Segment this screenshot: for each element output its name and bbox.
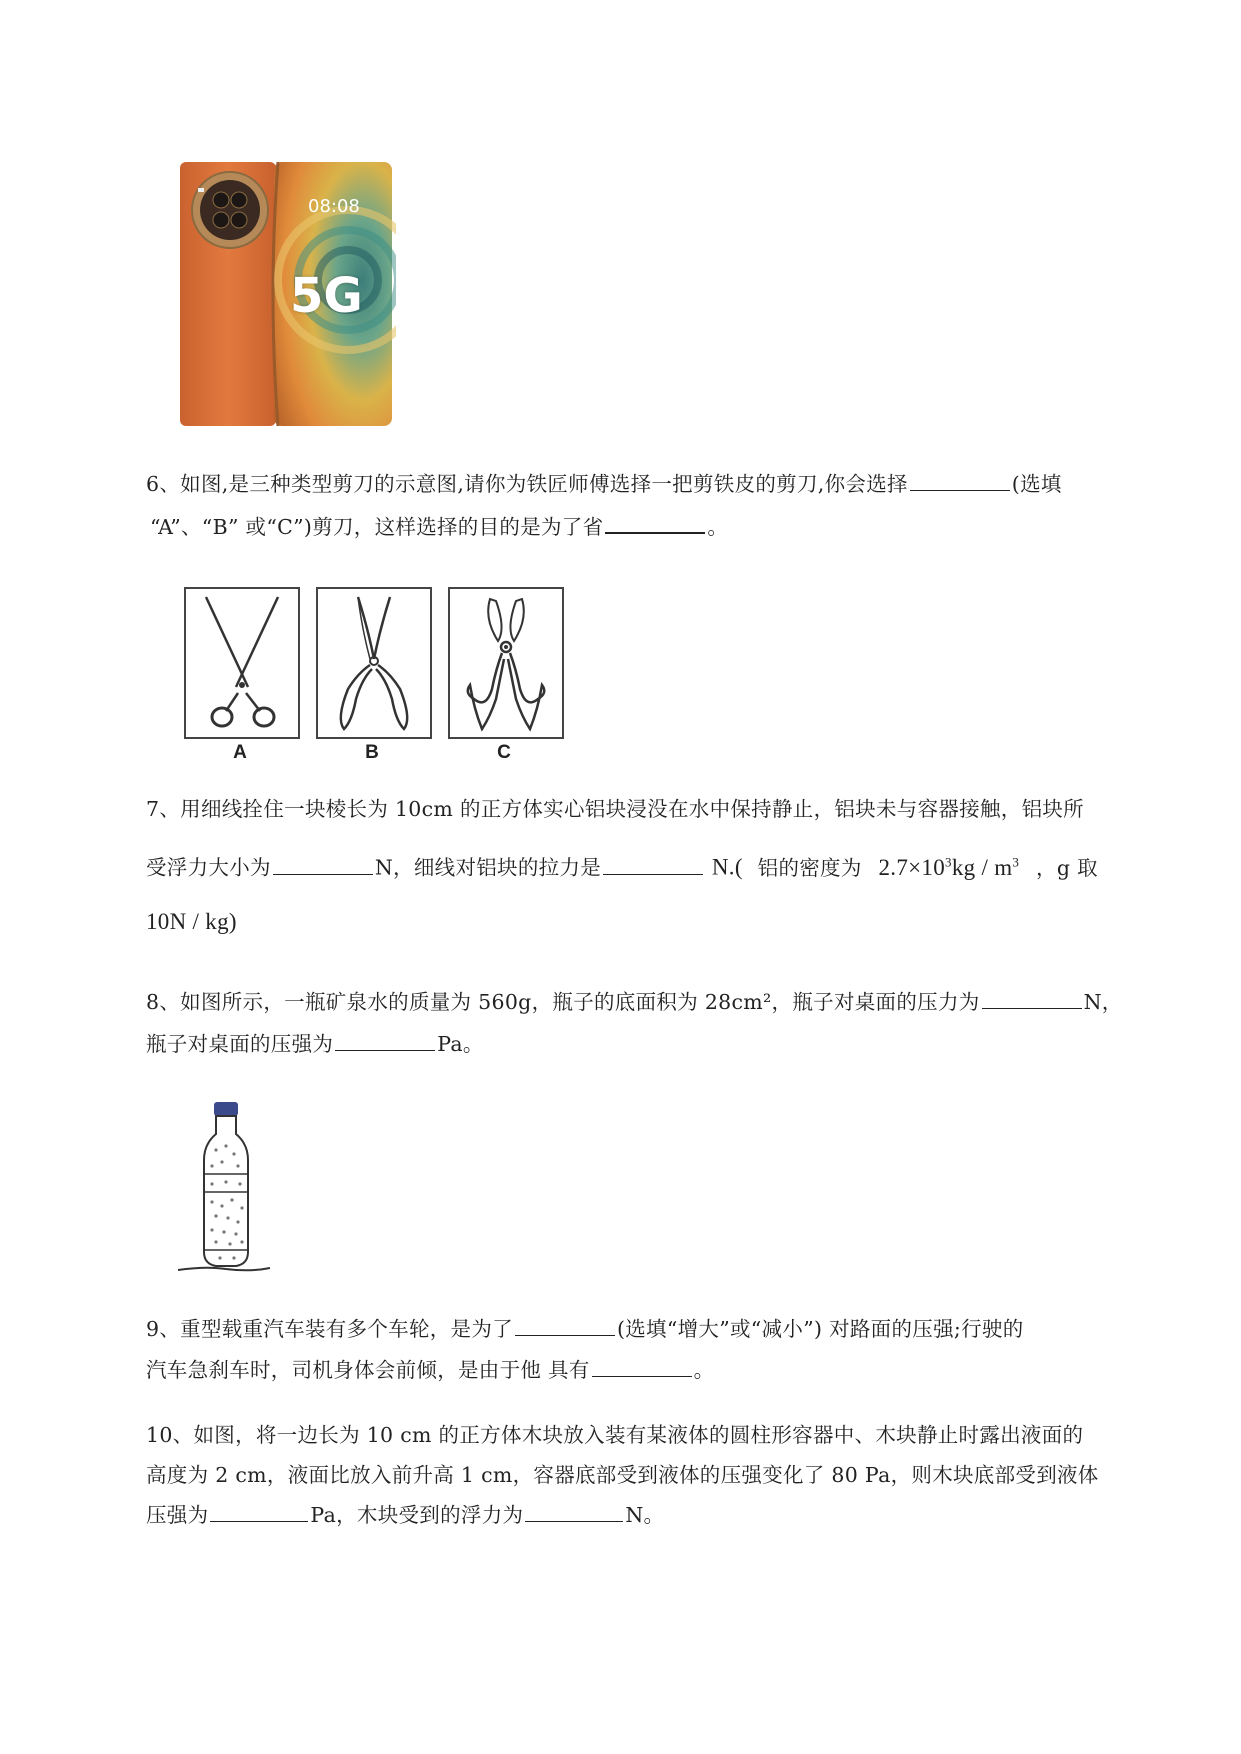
q9-text1: 9、重型载重汽车装有多个车轮，是为了 <box>146 1317 513 1341</box>
q8-line2 <box>146 1030 484 1058</box>
scissors-b-icon <box>318 589 430 737</box>
q8-answer-blank-1[interactable] <box>982 988 1082 1009</box>
q8-line1 <box>146 988 1123 1016</box>
q7-density-value: 2.7×10 <box>878 854 945 880</box>
q6-answer-blank-1[interactable] <box>910 470 1010 491</box>
q7-text2c: N.( <box>711 854 743 880</box>
q10-text3: 压强为 <box>146 1503 209 1527</box>
q6-line2 <box>150 512 728 541</box>
q7-line1 <box>146 795 1084 823</box>
scissors-a-icon <box>186 589 298 737</box>
q10-answer-blank-1[interactable] <box>210 1501 308 1522</box>
phone-clock: 08:08 <box>308 196 360 217</box>
q7-density-unit: kg / m <box>951 854 1013 880</box>
q8-text2: 瓶子对桌面的压强为 <box>146 1032 334 1056</box>
scissors-a-label: A <box>233 742 247 763</box>
q8-text1: 8、如图所示，一瓶矿泉水的质量为 560g，瓶子的底面积为 28cm²，瓶子对桌面的压力为 <box>146 990 980 1014</box>
phone-image <box>178 160 396 428</box>
q7-density-unit-exp: 3 <box>1012 854 1020 869</box>
q9-text2: 汽车急刹车时，司机身体会前倾，是由于他 具有 <box>146 1358 590 1382</box>
phone-5g-badge: 5G <box>290 268 363 324</box>
q7-answer-blank-1[interactable] <box>273 854 373 875</box>
q7-density-exp: 3 <box>945 854 952 869</box>
q6-text1: 6、如图,是三种类型剪刀的示意图,请你为铁匠师傅选择一把剪铁皮的剪刀,你会选择 <box>146 472 908 496</box>
water-bottle-icon <box>176 1100 272 1276</box>
scissors-c-label: C <box>497 742 511 763</box>
q7-answer-blank-2[interactable] <box>603 854 703 875</box>
scissors-b-figure <box>316 587 432 739</box>
q8-text2-tail: Pa。 <box>437 1032 484 1056</box>
q10-line2: 高度为 2 cm，液面比放入前升高 1 cm，容器底部受到液体的压强变化了 80 Pa，则木块底部受到液体 <box>146 1463 1099 1487</box>
q7-text2e: ，g 取 <box>1036 855 1098 880</box>
q7-text2a: 受浮力大小为 <box>146 855 271 880</box>
q10-line3 <box>146 1501 664 1529</box>
q7-text2d: 铝的密度为 <box>757 855 862 880</box>
q7-text1: 7、用细线拴住一块棱长为 10cm 的正方体实心铝块浸没在水中保持静止，铝块未与容器接触，铝块所 <box>146 797 1084 821</box>
q7-density <box>878 855 1019 880</box>
q7-line3: 10N / kg) <box>146 909 237 934</box>
q8-text1-tail: N， <box>1083 990 1123 1014</box>
q10-text3-mid: Pa，木块受到的浮力为 <box>310 1503 524 1527</box>
scissors-a-figure <box>184 587 300 739</box>
q9-answer-blank-2[interactable] <box>592 1356 692 1377</box>
q10-line1: 10、如图，将一边长为 10 cm 的正方体木块放入装有某液体的圆柱形容器中、木块静止时露出液面的 <box>146 1423 1084 1447</box>
q6-text1-tail: (选填 <box>1011 472 1062 496</box>
q9-answer-blank-1[interactable] <box>515 1315 615 1336</box>
q6-answer-blank-2[interactable] <box>605 512 705 534</box>
q6-text2-tail: 。 <box>707 515 729 539</box>
q6-line1 <box>146 470 1062 498</box>
q6-text2: “A”、“B” 或“C”)剪刀，这样选择的目的是为了省 <box>150 515 604 539</box>
q10-answer-blank-2[interactable] <box>525 1501 623 1522</box>
q7-line2 <box>146 848 1098 882</box>
q9-text1-tail: (选填“增大”或“减小”) 对路面的压强;行驶的 <box>616 1317 1024 1341</box>
scissors-b-label: B <box>365 742 379 763</box>
q9-text2-tail: 。 <box>693 1358 715 1382</box>
q8-answer-blank-2[interactable] <box>335 1030 435 1051</box>
q7-text2b: N，细线对铝块的拉力是 <box>374 855 602 880</box>
q10-text3-tail: N。 <box>625 1503 665 1527</box>
q9-line2 <box>146 1356 714 1384</box>
q9-line1 <box>146 1315 1024 1343</box>
scissors-c-icon <box>450 589 562 737</box>
scissors-c-figure <box>448 587 564 739</box>
phone-illustration <box>178 160 396 428</box>
water-bottle-image <box>176 1100 272 1276</box>
